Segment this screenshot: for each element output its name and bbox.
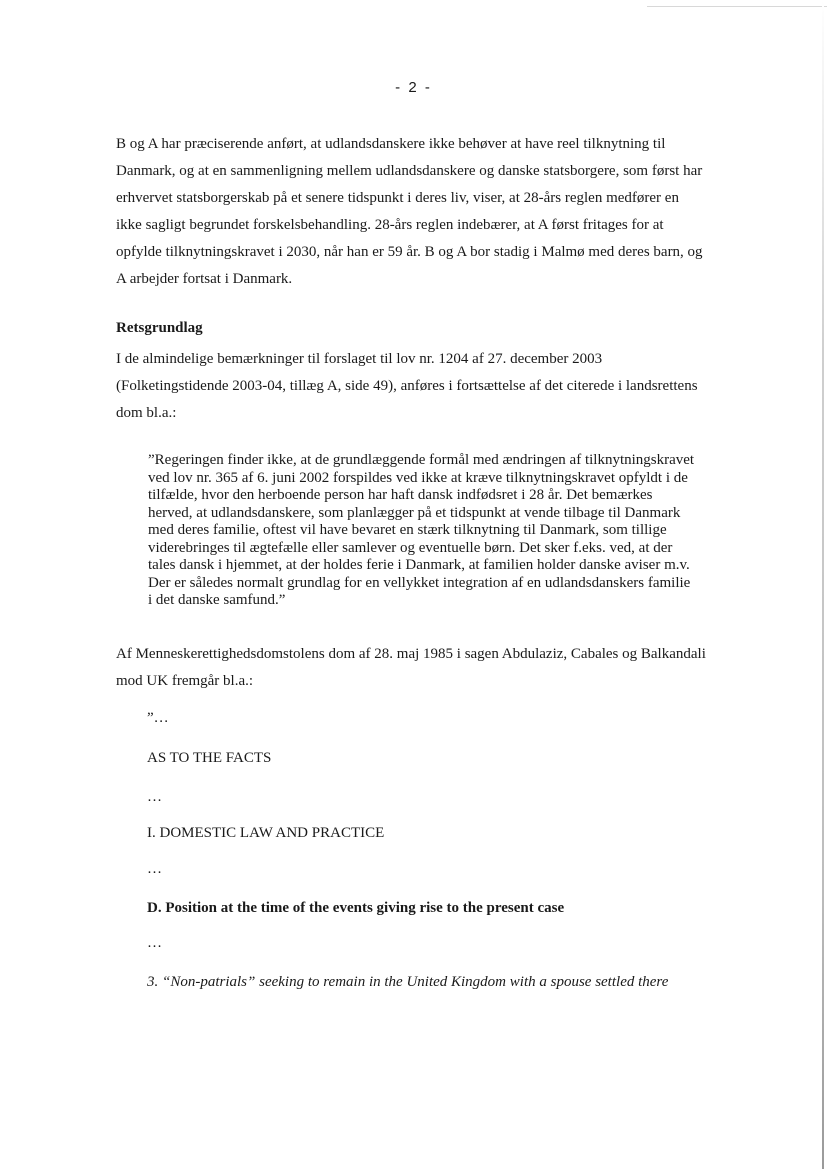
excerpt-ellipsis: … [147, 861, 162, 877]
body-paragraph-3: Af Menneskerettighedsdomstolens dom af 28. maj 1985 i sagen Abdulaziz, Cabales og Balkandali mod UK fremgår bl.a.: [116, 646, 706, 689]
page-number: - 2 - [395, 79, 432, 96]
excerpt-heading-domestic-law: I. DOMESTIC LAW AND PRACTICE [147, 825, 385, 841]
excerpt-subheading-non-patrials: 3. “Non-patrials” seeking to remain in the United Kingdom with a spouse settled there [147, 974, 669, 990]
body-paragraph-2: I de almindelige bemærkninger til forslaget til lov nr. 1204 af 27. december 2003 (Folketingstidende 2003-04, tillæg A, side 49), anføres i fortsættelse af det citerede i landsrettens dom bl.a.: [116, 351, 698, 421]
excerpt-ellipsis: … [147, 789, 162, 805]
excerpt-open-mark: ”… [147, 710, 169, 726]
scan-artifact-edge [822, 0, 824, 1169]
excerpt-heading-facts: AS TO THE FACTS [147, 750, 272, 766]
scan-artifact-top [647, 6, 827, 7]
excerpt-heading-position: D. Position at the time of the events giving rise to the present case [147, 900, 565, 916]
body-paragraph-1: B og A har præciserende anført, at udlandsdanskere ikke behøver at have reel tilknytning til Danmark, og at en sammenligning mellem udlandsdanskere og danske statsborgere, som først har erhvervet statsborgerskab på et senere tidspunkt i deres liv, viser, at 28-års reglen medfører en ikke sagligt begrundet forskelsbehandling. 28-års reglen indebærer, at A først fritages for at opfylde tilknytningskravet i 2030, når han er 59 år. B og A bor stadig i Malmø med deres barn, og A arbejder fortsat i Danmark. [116, 136, 703, 287]
section-heading: Retsgrundlag [116, 320, 203, 336]
excerpt-ellipsis: … [147, 935, 162, 951]
block-quote: ”Regeringen finder ikke, at de grundlæggende formål med ændringen af tilknytningskravet ved lov nr. 365 af 6. juni 2002 forspildes ved ikke at kræve tilknytningskravet opfyldt i de tilfælde, hvor den herboende person har haft dansk indfødsret i 28 år. Det bemærkes herved, at udlandsdanskere, som planlægger på et tidspunkt at vende tilbage til Danmark med deres familie, oftest vil have bevaret en stærk tilknytning til Danmark, som tillige viderebringes til ægtefælle eller samlever og eventuelle børn. Det sker f.eks. ved, at der tales dansk i hjemmet, at der holdes ferie i Danmark, at familien holder danske aviser m.v. Der er således normalt grundlag for en vellykket integration af en udlandsdanskers familie i det danske samfund.” [148, 452, 695, 608]
